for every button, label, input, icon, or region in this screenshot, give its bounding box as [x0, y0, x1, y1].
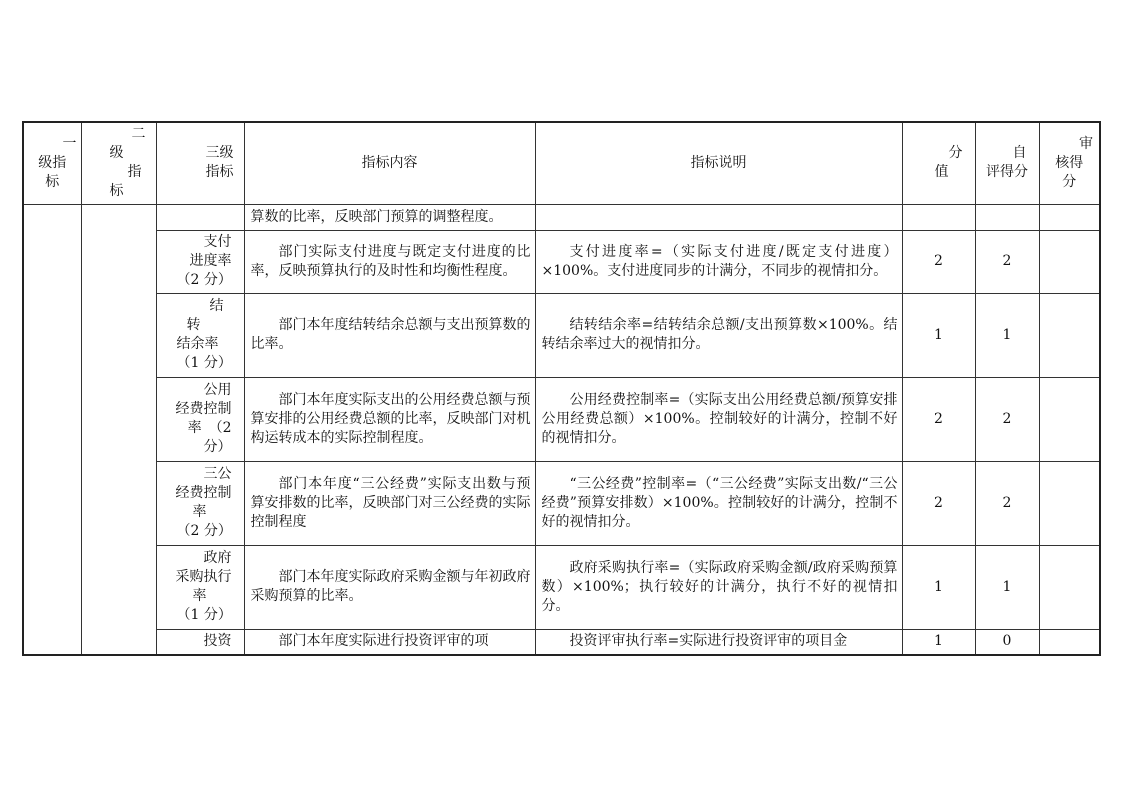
content-cell: 部门本年度结转结余总额与支出预算数的比率。	[244, 293, 535, 377]
audit-score-cell	[1039, 204, 1100, 230]
self-score-cell: 1	[975, 293, 1039, 377]
header-audit-score: 审 核得 分	[1039, 122, 1100, 204]
table-row	[23, 629, 1100, 655]
audit-score-cell	[1039, 293, 1100, 377]
score-cell	[902, 204, 975, 230]
content-cell: 部门本年度实际政府采购金额与年初政府采购预算的比率。	[244, 545, 535, 629]
explain-cell: 公用经费控制率=（实际支出公用经费总额/预算安排公用经费总额）×100%。控制较好的计满分，控制不好的视情扣分。	[535, 377, 902, 461]
explain-cell	[535, 204, 902, 230]
score-cell: 1	[902, 629, 975, 655]
explain-cell: 支付进度率=（实际支付进度/既定支付进度）×100%。支付进度同步的计满分，不同步的视情扣分。	[535, 230, 902, 293]
header-explanation: 指标说明	[535, 122, 902, 204]
audit-score-cell	[1039, 461, 1100, 545]
self-score-cell: 2	[975, 461, 1039, 545]
header-level2: 二 级 指 标	[81, 122, 156, 204]
score-cell: 2	[902, 230, 975, 293]
content-cell: 部门本年度实际支出的公用经费总额与预算安排的公用经费总额的比率，反映部门对机构运转成本的实际控制程度。	[244, 377, 535, 461]
header-score: 分 值	[902, 122, 975, 204]
audit-score-cell	[1039, 230, 1100, 293]
table-header-row	[23, 122, 1100, 204]
content-cell: 部门实际支付进度与既定支付进度的比率，反映预算执行的及时性和均衡性程度。	[244, 230, 535, 293]
level1-cell	[23, 204, 81, 655]
explain-cell: 结转结余率=结转结余总额/支出预算数×100%。结转结余率过大的视情扣分。	[535, 293, 902, 377]
self-score-cell: 2	[975, 377, 1039, 461]
header-content: 指标内容	[244, 122, 535, 204]
content-cell: 部门本年度实际进行投资评审的项	[244, 629, 535, 655]
score-cell: 2	[902, 377, 975, 461]
audit-score-cell	[1039, 629, 1100, 655]
table-row	[23, 377, 1100, 461]
self-score-cell: 2	[975, 230, 1039, 293]
level3-cell	[156, 204, 244, 230]
audit-score-cell	[1039, 377, 1100, 461]
level3-cell: 结 转 结余率 （1 分）	[156, 293, 244, 377]
content-cell: 算数的比率，反映部门预算的调整程度。	[244, 204, 535, 230]
header-level3: 三级 指标	[156, 122, 244, 204]
explain-cell: “三公经费”控制率=（“三公经费”实际支出数/“三公经费”预算安排数）×100%。控制较好的计满分，控制不好的视情扣分。	[535, 461, 902, 545]
self-score-cell: 1	[975, 545, 1039, 629]
score-cell: 2	[902, 461, 975, 545]
score-cell: 1	[902, 545, 975, 629]
level3-cell: 投资	[156, 629, 244, 655]
header-level1: 一 级指 标	[23, 122, 81, 204]
score-cell: 1	[902, 293, 975, 377]
self-score-cell: 0	[975, 629, 1039, 655]
explain-cell: 投资评审执行率=实际进行投资评审的项目金	[535, 629, 902, 655]
table-row	[23, 204, 1100, 230]
table-row	[23, 293, 1100, 377]
level3-cell: 支付 进度率 （2 分）	[156, 230, 244, 293]
header-self-score: 自 评得分	[975, 122, 1039, 204]
level2-cell	[81, 204, 156, 655]
explain-cell: 政府采购执行率=（实际政府采购金额/政府采购预算数）×100%；执行较好的计满分，执行不好的视情扣分。	[535, 545, 902, 629]
content-cell: 部门本年度“三公经费”实际支出数与预算安排数的比率，反映部门对三公经费的实际控制程度	[244, 461, 535, 545]
table-row	[23, 230, 1100, 293]
level3-cell: 公用 经费控制 率 （2 分）	[156, 377, 244, 461]
self-score-cell	[975, 204, 1039, 230]
level3-cell: 政府 采购执行 率 （1 分）	[156, 545, 244, 629]
audit-score-cell	[1039, 545, 1100, 629]
table-row	[23, 461, 1100, 545]
table-row	[23, 545, 1100, 629]
level3-cell: 三公 经费控制 率 （2 分）	[156, 461, 244, 545]
performance-evaluation-table	[22, 121, 1101, 656]
